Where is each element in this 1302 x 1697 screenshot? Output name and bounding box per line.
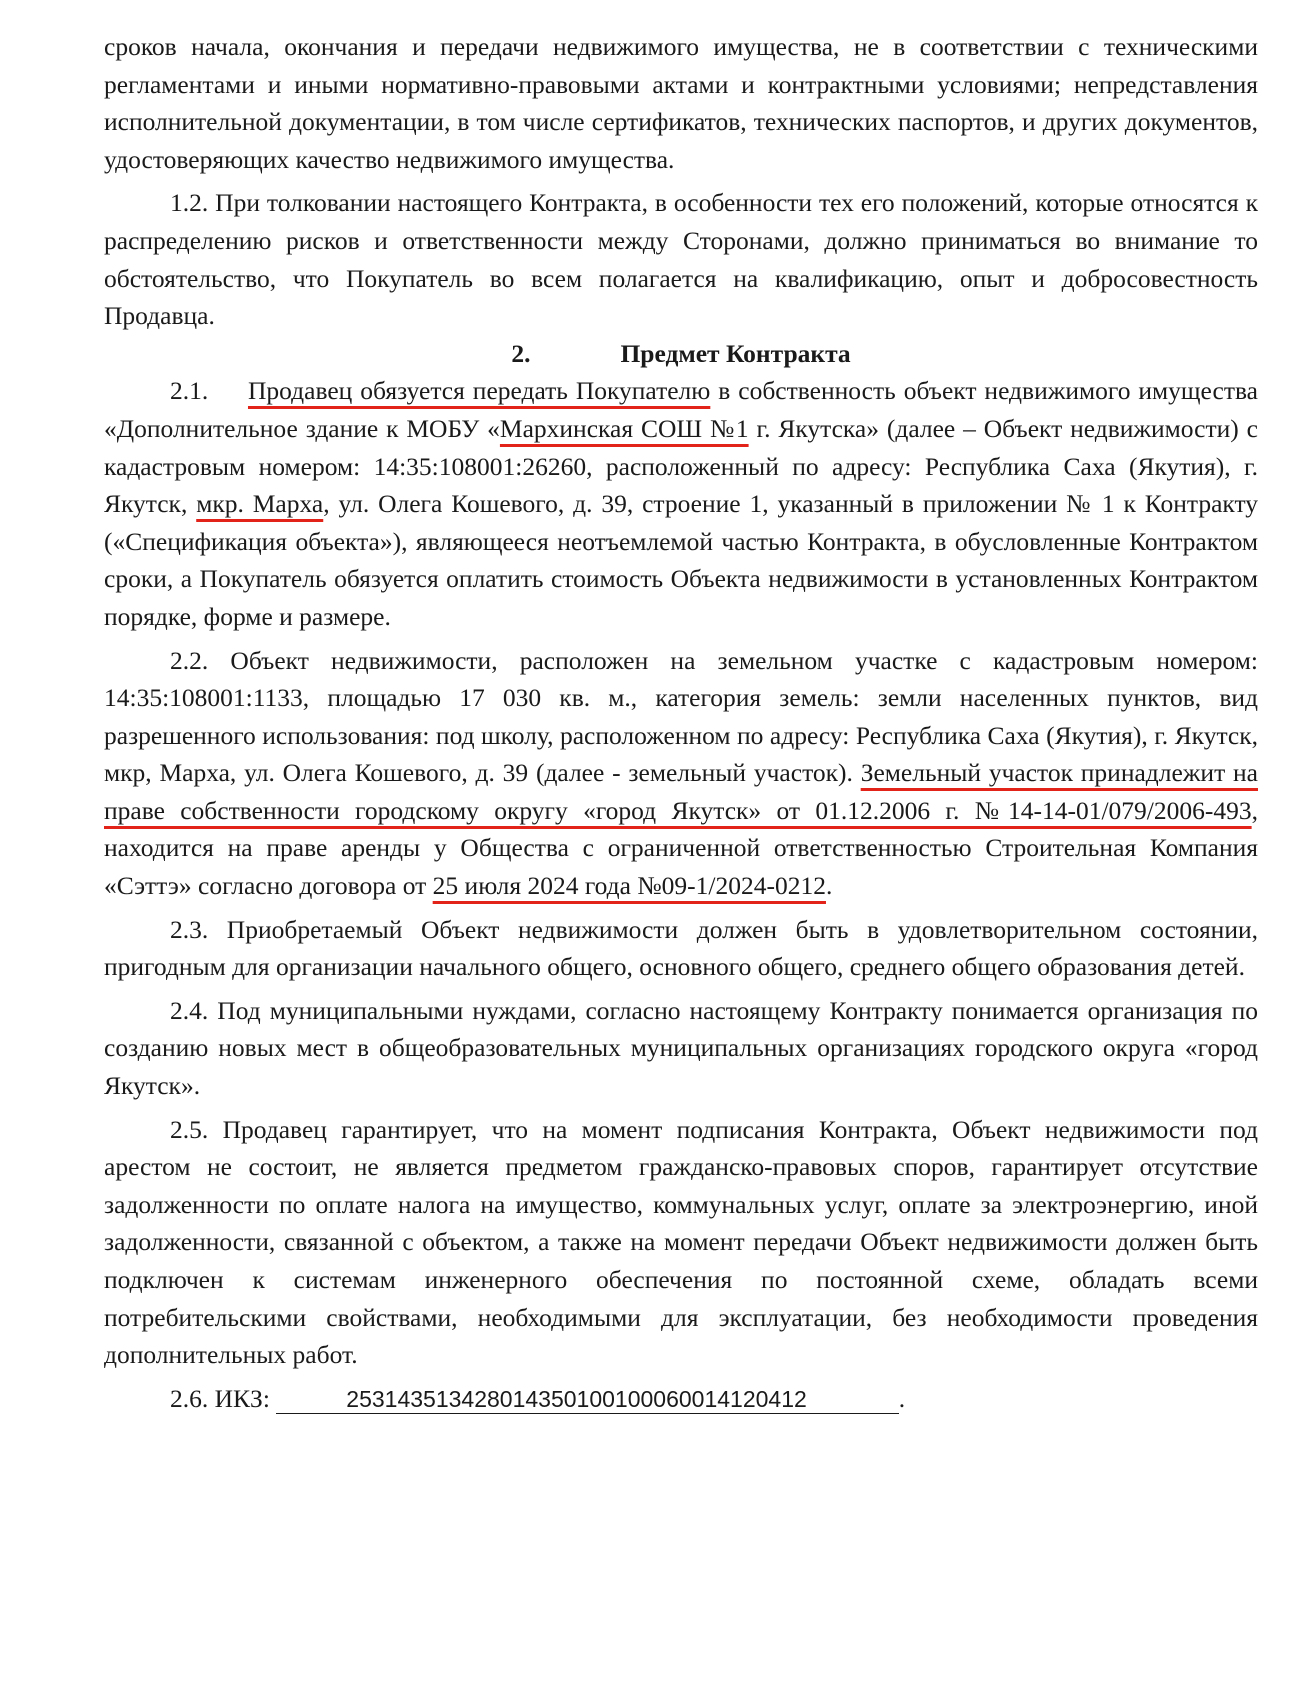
section-heading: [104, 335, 1258, 373]
clause-number: 2.1.: [170, 376, 209, 406]
document-page: [104, 28, 1258, 1417]
clause-text: .: [825, 871, 833, 901]
section-number: 2.: [511, 338, 531, 368]
paragraph-2-2: [104, 642, 1258, 905]
ikz-value: 253143513428014350100100060014120412: [276, 1385, 899, 1414]
paragraph-2-4: 2.4. Под муниципальными нуждами, согласно настоящему Контракту понимается организация по созданию новых мест в общеобразовательных муниципальных организациях городского округа «город Якутск».: [104, 995, 1258, 1101]
clause-text: 2.2. Объект недвижимости, расположен на земельном участке с кадастровым номером: 14:35:108001:1133, площадью 17 030 кв. м., категория земель: земли населенных пунктов, вид разрешенного использования: под школу, расположенном по адресу: Республика Саха (Якутия), г. Якутск, мкр, Марха, ул. Олега Кошевого, д. 39 (далее - земельный участок).: [104, 645, 1258, 788]
paragraph-2-1: [104, 372, 1258, 635]
highlighted-text: Земельный участок принадлежит на праве собственности городскому округу «город Якутск» от 01.12.2006 г. №14-14-01/079/2006-493: [104, 758, 1258, 825]
ikz-label: 2.6. ИКЗ:: [170, 1383, 270, 1413]
clause-text: , ул. Олега Кошевого, д. 39, строение 1, указанный в приложении № 1 к Контракту («Спецификация объекта»), являющееся неотъемлемой частью Контракта, в обусловленные Контрактом сроки, а Покупатель обязуется оплатить стоимость Объекта недвижимости в установленных Контрактом порядке, форме и размере.: [104, 489, 1259, 631]
clause-text: , находится на праве аренды у Общества с ограниченной ответственностью Строительная Компания «Сэттэ» согласно договора от: [104, 795, 1258, 901]
highlighted-text: 25 июля 2024 года №09-1/2024-0212: [432, 871, 826, 901]
section-title: Предмет Контракта: [620, 338, 851, 368]
highlighted-text: Продавец обязуется передать Покупателю: [247, 376, 711, 406]
paragraph-2-3: 2.3. Приобретаемый Объект недвижимости должен быть в удовлетворительном состоянии, пригодным для организации начального общего, основного общего, среднего общего образования детей.: [104, 914, 1258, 982]
paragraph-2-6: [104, 1380, 1258, 1418]
highlighted-text: Мархинская СОШ №1: [499, 413, 749, 443]
ikz-end: .: [898, 1383, 906, 1413]
clause-text: в собственность объект недвижимого имущества «Дополнительное здание к МОБУ «: [104, 376, 1258, 443]
paragraph-1-1-end: сроков начала, окончания и передачи недвижимого имущества, не в соответствии с техническими регламентами и иными нормативно-правовыми актами и контрактными условиями; непредставления исполнительной документации, в том числе сертификатов, технических паспортов, и других документов, удостоверяющих качество недвижимого имущества.: [104, 32, 1258, 174]
paragraph-1-2: 1.2. При толковании настоящего Контракта, в особенности тех его положений, которые относятся к распределению рисков и ответственности между Сторонами, должно приниматься во внимание то обстоятельство, что Покупатель во всем полагается на квалификацию, опыт и добросовестность Продавца.: [104, 188, 1258, 331]
paragraph-2-5: 2.5. Продавец гарантирует, что на момент подписания Контракта, Объект недвижимости под арестом не состоит, не является предметом гражданско-правовых споров, гарантирует отсутствие задолженности по оплате налога на имущество, коммунальных услуг, оплате за электроэнергию, иной задолженности, связанной с объектом, а также на момент передачи Объект недвижимости должен быть подключен к системам инженерного обеспечения по постоянной схеме, обладать всеми потребительскими свойствами, необходимыми для эксплуатации, без необходимости проведения дополнительных работ.: [104, 1114, 1258, 1370]
clause-text: г. Якутска» (далее – Объект недвижимости) с кадастровым номером: 14:35:108001:26260, расположенный по адресу: Республика Саха (Якутия), г. Якутск,: [104, 413, 1258, 519]
highlighted-text: мкр. Марха: [196, 489, 324, 519]
